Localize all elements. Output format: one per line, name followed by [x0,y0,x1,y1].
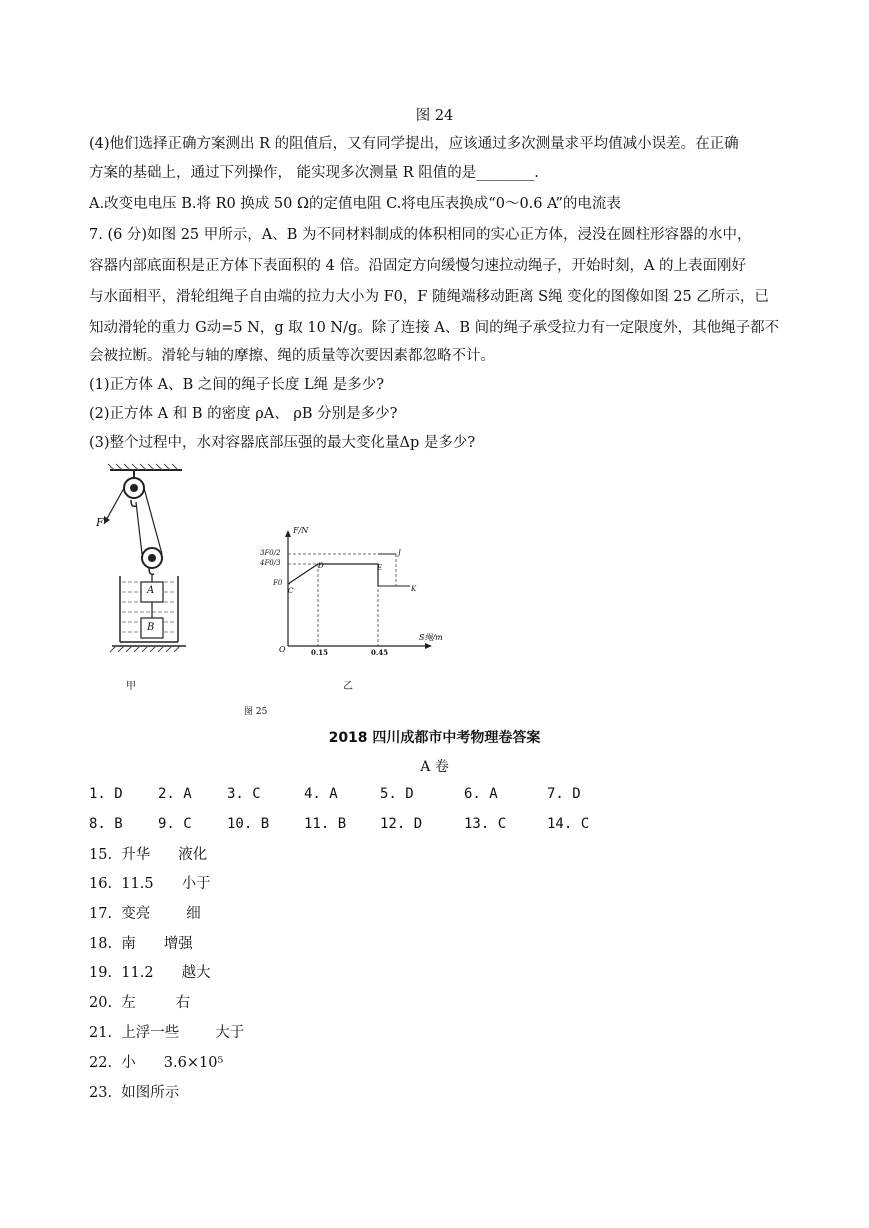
answer-item: 12. D [380,816,423,832]
answer-item: 13. C [464,816,507,832]
answer-item: 5. D [380,786,414,802]
fill-answer-15: 15. 升华 液化 [89,847,208,863]
fill-answer-23: 23. 如图所示 [89,1085,180,1101]
fill-answer-21: 21. 上浮一些 大于 [89,1025,245,1041]
figure-25-caption: 图 25 [244,707,268,717]
fill-answer-22: 22. 小 3.6×10⁵ [89,1055,224,1071]
answer-item: 10. B [227,816,270,832]
q4-line-1: (4)他们选择正确方案测出 R 的阻值后，又有同学提出，应该通过多次测量求平均值减小误差。在正确 [89,136,739,152]
q7-sub-3: (3)整个过程中，水对容器底部压强的最大变化量Δp 是多少? [89,435,476,451]
answer-item: 11. B [304,816,347,832]
fill-answer-17: 17. 变亮 细 [89,906,201,922]
answer-item: 2. A [158,786,192,802]
q7-line-4: 知动滑轮的重力 G动=5 N，g 取 10 N/g。除了连接 A、B 间的绳子承受拉力有一定限度外，其他绳子都不 [89,320,780,336]
figure-jia-label: 甲 [126,681,136,692]
ytick-top: 3F0/2 [260,549,281,557]
figure-yi-label: 乙 [343,681,353,692]
point-c: C [288,587,294,595]
xtick-2: 0.45 [371,648,389,657]
block-b-label: B [147,622,155,633]
answer-item: 14. C [547,816,590,832]
fill-answer-16: 16. 11.5 小于 [89,876,211,892]
ytick-mid: 4F0/3 [260,559,281,567]
q7-line-3: 与水面相平，滑轮组绳子自由端的拉力大小为 F0，F 随绳端移动距离 S绳 变化的图像如图 25 乙所示，已 [89,289,769,305]
q7-line-5: 会被拉断。滑轮与轴的摩擦、绳的质量等次要因素都忽略不计。 [89,348,495,364]
ytick-low: F0 [273,579,283,587]
fill-answer-19: 19. 11.2 越大 [89,965,211,981]
section-a-title: A 卷 [420,759,449,775]
q4-options: A.改变电电压 B.将 R0 换成 50 Ω的定值电阻 C.将电压表换成“0～0.6 A”的电流表 [89,196,621,212]
x-axis-label: S绳/m [419,633,443,642]
answer-item: 6. A [464,786,498,802]
q7-line-1: 7. (6 分)如图 25 甲所示，A、B 为不同材料制成的体积相同的实心正方体，浸没在圆柱形容器的水中， [89,227,752,243]
point-k: K [411,585,417,593]
block-a-label: A [147,585,155,596]
xtick-1: 0.15 [311,648,329,657]
q7-sub-2: (2)正方体 A 和 B 的密度 ρA、 ρB 分别是多少? [89,406,398,422]
q7-line-2: 容器内部底面积是正方体下表面积的 4 倍。沿固定方向缓慢匀速拉动绳子，开始时刻，A 的上表面刚好 [89,258,747,274]
answer-item: 3. C [227,786,261,802]
answer-item: 7. D [547,786,581,802]
origin-label: O [279,645,286,654]
q4-line-2: 方案的基础上，通过下列操作， 能实现多次测量 R 阻值的是________. [89,165,539,181]
pulley-diagram [90,462,200,662]
point-e: E [377,564,383,572]
figure-24-caption: 图 24 [415,108,454,124]
force-distance-graph [270,528,440,658]
point-d: D [318,562,324,570]
fill-answer-20: 20. 左 右 [89,995,191,1011]
force-f-label: F [96,516,104,529]
point-j: J [398,549,401,557]
answer-item: 4. A [304,786,338,802]
q7-sub-1: (1)正方体 A、B 之间的绳子长度 L绳 是多少? [89,377,385,393]
answer-item: 8. B [89,816,123,832]
y-axis-label: F/N [293,526,309,535]
fill-answer-18: 18. 南 增强 [89,936,193,952]
answer-title: 2018 四川成都市中考物理卷答案 [328,730,541,746]
answer-item: 9. C [158,816,192,832]
answer-item: 1. D [89,786,123,802]
